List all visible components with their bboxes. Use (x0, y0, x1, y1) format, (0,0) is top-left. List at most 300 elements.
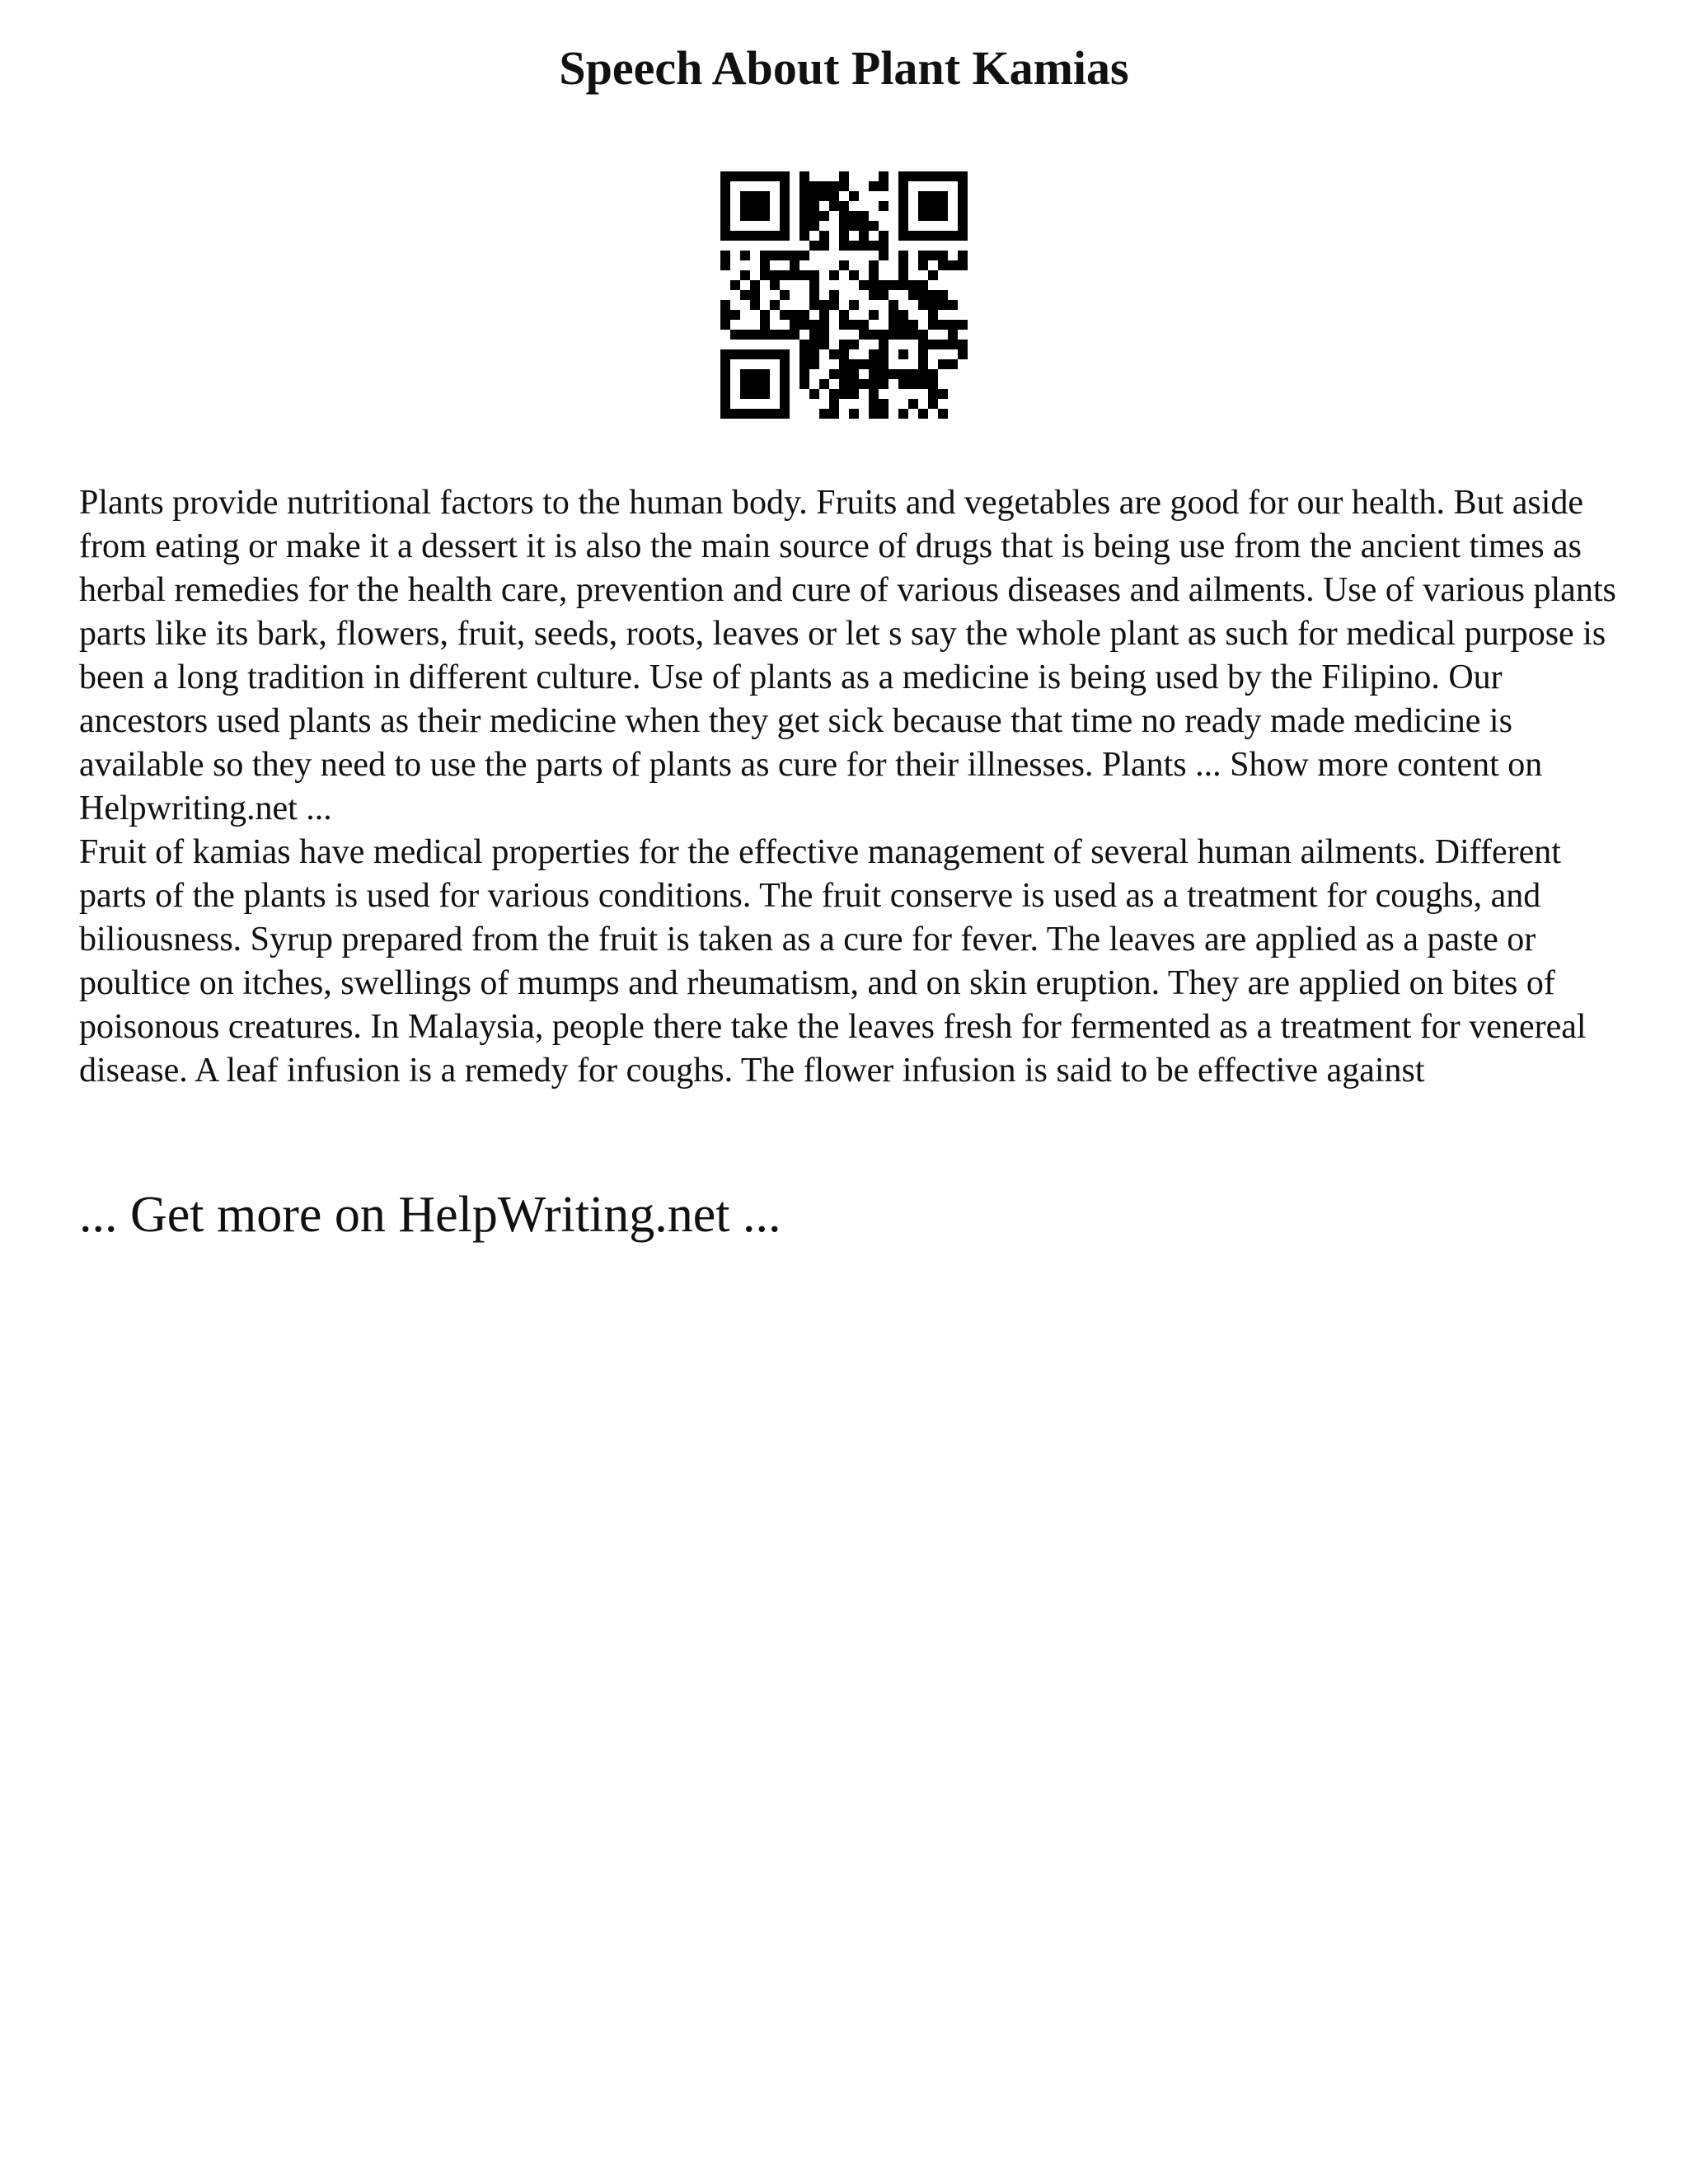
qr-module (849, 369, 859, 379)
qr-module (849, 300, 859, 310)
qr-module (799, 270, 809, 280)
qr-module (849, 191, 859, 201)
qr-module (799, 320, 809, 330)
qr-module (720, 349, 730, 359)
qr-module (720, 369, 730, 379)
qr-module (829, 389, 839, 399)
qr-module (958, 251, 968, 260)
qr-module (809, 330, 819, 340)
qr-module (819, 409, 829, 419)
qr-module (839, 320, 849, 330)
qr-module (819, 300, 829, 310)
qr-module (750, 280, 760, 290)
qr-module (859, 221, 869, 231)
qr-module (918, 290, 928, 300)
qr-module (918, 330, 928, 340)
qr-module (750, 231, 760, 241)
qr-module (879, 290, 889, 300)
qr-module (760, 389, 770, 399)
qr-module (819, 310, 829, 320)
qr-module (918, 231, 928, 241)
qr-module (809, 300, 819, 310)
qr-module (928, 300, 938, 310)
qr-module (720, 320, 730, 330)
qr-module (770, 330, 780, 340)
qr-module (819, 191, 829, 201)
qr-module (849, 211, 859, 221)
qr-module (809, 389, 819, 399)
qr-module (869, 290, 879, 300)
qr-module (799, 171, 809, 181)
qr-module (849, 221, 859, 231)
qr-module (859, 320, 869, 330)
qr-module (938, 191, 948, 201)
qr-module (908, 379, 918, 389)
qr-module (790, 320, 799, 330)
qr-module (809, 191, 819, 201)
get-more-link[interactable]: ... Get more on HelpWriting.net ... (79, 1187, 781, 1243)
qr-module (938, 231, 948, 241)
qr-module (780, 201, 790, 211)
qr-module (889, 300, 898, 310)
qr-module (898, 310, 908, 320)
qr-module (760, 191, 770, 201)
qr-module (720, 389, 730, 399)
qr-module (720, 231, 730, 241)
qr-module (730, 231, 740, 241)
qr-module (740, 389, 750, 399)
qr-module (928, 231, 938, 241)
qr-module (720, 221, 730, 231)
qr-module (938, 251, 948, 260)
qr-module (760, 409, 770, 419)
qr-module (740, 191, 750, 201)
qr-module (839, 340, 849, 349)
qr-module (898, 260, 908, 270)
qr-module (948, 231, 958, 241)
qr-module (780, 349, 790, 359)
qr-module (879, 201, 889, 211)
qr-module (780, 359, 790, 369)
qr-module (938, 201, 948, 211)
qr-module (869, 330, 879, 340)
qr-module (790, 270, 799, 280)
qr-module (958, 260, 968, 270)
qr-module (958, 171, 968, 181)
qr-module (780, 191, 790, 201)
qr-module (740, 270, 750, 280)
qr-module (908, 399, 918, 409)
qr-module (918, 280, 928, 290)
qr-module (760, 270, 770, 280)
qr-module (898, 251, 908, 260)
qr-module (928, 270, 938, 280)
qr-module (760, 260, 770, 270)
qr-module (958, 201, 968, 211)
qr-module (770, 270, 780, 280)
qr-module (898, 349, 908, 359)
qr-module (898, 201, 908, 211)
qr-module (869, 389, 879, 399)
qr-module (958, 320, 968, 330)
qr-module (938, 389, 948, 399)
qr-module (720, 181, 730, 191)
qr-module (928, 379, 938, 389)
qr-module (809, 359, 819, 369)
qr-module (938, 290, 948, 300)
qr-module (839, 211, 849, 221)
qr-module (898, 280, 908, 290)
qr-module (849, 340, 859, 349)
qr-module (720, 359, 730, 369)
qr-module (829, 290, 839, 300)
qr-module (809, 211, 819, 221)
qr-module (879, 359, 889, 369)
qr-module (859, 280, 869, 290)
qr-module (750, 379, 760, 389)
qr-module (720, 409, 730, 419)
qr-module (780, 389, 790, 399)
qr-module (829, 300, 839, 310)
qr-module (760, 379, 770, 389)
qr-module (819, 181, 829, 191)
qr-module (849, 320, 859, 330)
qr-module (928, 201, 938, 211)
qr-module (879, 181, 889, 191)
qr-module (740, 231, 750, 241)
qr-module (928, 369, 938, 379)
qr-module (879, 280, 889, 290)
qr-module (799, 310, 809, 320)
qr-module (908, 330, 918, 340)
qr-module (869, 181, 879, 191)
qr-module (799, 231, 809, 241)
qr-module (918, 201, 928, 211)
qr-module (720, 379, 730, 389)
qr-module (750, 369, 760, 379)
qr-module (849, 270, 859, 280)
qr-module (819, 241, 829, 251)
qr-module (869, 260, 879, 270)
qr-module (809, 241, 819, 251)
qr-module (839, 241, 849, 251)
qr-module (938, 359, 948, 369)
qr-module (829, 349, 839, 359)
qr-module (918, 409, 928, 419)
qr-module (928, 320, 938, 330)
qr-module (819, 340, 829, 349)
qr-module (720, 399, 730, 409)
qr-module (958, 191, 968, 201)
qr-module (720, 251, 730, 260)
qr-module (958, 211, 968, 221)
qr-module (760, 369, 770, 379)
qr-module (740, 369, 750, 379)
qr-module (849, 389, 859, 399)
qr-module (869, 409, 879, 419)
qr-module (938, 171, 948, 181)
qr-module (780, 369, 790, 379)
qr-module (720, 260, 730, 270)
qr-module (839, 359, 849, 369)
qr-module (928, 211, 938, 221)
qr-module (760, 251, 770, 260)
qr-module (770, 349, 780, 359)
qr-module (869, 310, 879, 320)
qr-module (889, 320, 898, 330)
qr-module (750, 290, 760, 300)
qr-module (750, 211, 760, 221)
qr-module (780, 379, 790, 389)
qr-module (809, 181, 819, 191)
qr-module (770, 231, 780, 241)
qr-module (730, 349, 740, 359)
qr-module (908, 231, 918, 241)
qr-module (780, 399, 790, 409)
qr-module (928, 191, 938, 201)
qr-module (760, 211, 770, 221)
qr-module (799, 359, 809, 369)
qr-module (869, 270, 879, 280)
qr-module (780, 251, 790, 260)
qr-module (740, 379, 750, 389)
qr-module (918, 251, 928, 260)
qr-module (720, 310, 730, 320)
page-title: Speech About Plant Kamias (559, 41, 1129, 95)
qr-module (859, 379, 869, 389)
qr-module (898, 270, 908, 280)
qr-module (958, 340, 968, 349)
qr-module (859, 241, 869, 251)
qr-module (809, 290, 819, 300)
qr-module (799, 340, 809, 349)
qr-module (879, 379, 889, 389)
qr-module (829, 399, 839, 409)
qr-module (799, 369, 809, 379)
qr-module (750, 201, 760, 211)
qr-module (760, 231, 770, 241)
qr-module (760, 171, 770, 181)
qr-module (938, 260, 948, 270)
qr-module (879, 251, 889, 260)
qr-module (898, 409, 908, 419)
qr-module (898, 191, 908, 201)
qr-module (750, 191, 760, 201)
qr-module (750, 330, 760, 340)
qr-module (740, 409, 750, 419)
qr-module (958, 221, 968, 231)
qr-module (799, 201, 809, 211)
qr-module (799, 251, 809, 260)
qr-module (790, 251, 799, 260)
qr-module (918, 340, 928, 349)
qr-module (799, 211, 809, 221)
qr-module (790, 330, 799, 340)
qr-module (849, 241, 859, 251)
qr-module (859, 211, 869, 221)
qr-module (720, 191, 730, 201)
qr-module (780, 211, 790, 221)
qr-module (859, 330, 869, 340)
qr-module (730, 310, 740, 320)
qr-module (879, 340, 889, 349)
qr-module (829, 369, 839, 379)
qr-module (898, 379, 908, 389)
qr-module (770, 409, 780, 419)
qr-module (869, 221, 879, 231)
qr-module (750, 171, 760, 181)
qr-module (720, 211, 730, 221)
qr-module (938, 320, 948, 330)
qr-module (908, 171, 918, 181)
qr-module (720, 300, 730, 310)
qr-module (750, 409, 760, 419)
qr-module (750, 389, 760, 399)
qr-module (889, 330, 898, 340)
qr-module (958, 231, 968, 241)
qr-module (809, 320, 819, 330)
qr-module (750, 349, 760, 359)
qr-module (750, 300, 760, 310)
qr-module (948, 260, 958, 270)
qr-module (918, 379, 928, 389)
paragraph: Plants provide nutritional factors to the human body. Fruits and vegetables are good for our health. But aside from eating or make it a dessert it is also the main source of drugs that is being use from the ancient times as herbal remedies for the health care, prevention and cure of various diseases and ailments. Use of various plants parts like its bark, flowers, fruit, seeds, roots, leaves or let s say the whole plant as such for medical purpose is been a long tradition in different culture. Use of plants as a medicine is being used by the Filipino. Our ancestors used plants as their medicine when they get sick because that time no ready made medicine is available so they need to use the parts of plants as cure for their illnesses. Plants ... Show more content on Helpwriting.net ... (79, 484, 1616, 827)
qr-module (918, 349, 928, 359)
qr-module (948, 320, 958, 330)
qr-module (918, 359, 928, 369)
qr-module (938, 340, 948, 349)
qr-module (809, 280, 819, 290)
qr-module (898, 330, 908, 340)
qr-module (839, 389, 849, 399)
qr-module (869, 379, 879, 389)
qr-module (948, 359, 958, 369)
qr-module (879, 241, 889, 251)
qr-module (839, 231, 849, 241)
qr-module (879, 369, 889, 379)
qr-module (780, 330, 790, 340)
qr-module (819, 330, 829, 340)
qr-module (740, 290, 750, 300)
qr-module (809, 340, 819, 349)
qr-module (918, 260, 928, 270)
qr-module (799, 191, 809, 201)
qr-module (889, 310, 898, 320)
qr-module (948, 330, 958, 340)
qr-module (898, 211, 908, 221)
qr-module (879, 349, 889, 359)
qr-module (770, 300, 780, 310)
qr-module (869, 359, 879, 369)
qr-module (740, 171, 750, 181)
qr-module (829, 270, 839, 280)
qr-module (849, 359, 859, 369)
qr-module (938, 300, 948, 310)
qr-module (839, 310, 849, 320)
qr-module (908, 369, 918, 379)
qr-module (770, 280, 780, 290)
qr-module (819, 320, 829, 330)
qr-module (740, 330, 750, 340)
qr-module (760, 310, 770, 320)
qr-module (819, 231, 829, 241)
qr-module (809, 270, 819, 280)
qr-module (790, 310, 799, 320)
qr-module (839, 221, 849, 231)
paragraph: Fruit of kamias have medical properties for the effective management of several human ailments. Different parts of the plants is used for various conditions. The fruit conserve is used as a treatment for coughs, and biliousness. Syrup prepared from the fruit is taken as a cure for fever. The leaves are applied as a paste or poultice on itches, swellings of mumps and rheumatism, and on skin eruption. They are applied on bites of poisonous creatures. In Malaysia, people there take the leaves fresh for fermented as a treatment for venereal disease. A leaf infusion is a remedy for coughs. The flower infusion is said to be effective against (79, 833, 1587, 1090)
qr-module (898, 369, 908, 379)
qr-module (898, 181, 908, 191)
qr-module (918, 300, 928, 310)
qr-module (898, 221, 908, 231)
qr-module (948, 300, 958, 310)
qr-module (770, 251, 780, 260)
qr-module (839, 349, 849, 359)
qr-module (780, 310, 790, 320)
qr-module (780, 181, 790, 191)
qr-module (799, 221, 809, 231)
qr-module (869, 280, 879, 290)
qr-module (908, 290, 918, 300)
qr-module (879, 399, 889, 409)
qr-module (869, 369, 879, 379)
qr-module (720, 201, 730, 211)
qr-module (829, 409, 839, 419)
qr-module (730, 330, 740, 340)
qr-module (948, 171, 958, 181)
qr-module (869, 349, 879, 359)
qr-module (740, 251, 750, 260)
qr-module (879, 231, 889, 241)
qr-module (740, 201, 750, 211)
qr-module (908, 280, 918, 290)
qr-module (829, 201, 839, 211)
qr-module (889, 280, 898, 290)
qr-module (898, 171, 908, 181)
qr-module (908, 320, 918, 330)
qr-module (898, 231, 908, 241)
qr-module (958, 181, 968, 191)
qr-module (928, 340, 938, 349)
qr-module (730, 409, 740, 419)
qr-module (849, 379, 859, 389)
qr-code-icon (720, 171, 968, 419)
qr-module (918, 171, 928, 181)
body-text (79, 481, 1629, 1093)
qr-module (780, 409, 790, 419)
qr-module (819, 211, 829, 221)
qr-module (928, 310, 938, 320)
qr-module (760, 349, 770, 359)
qr-module (780, 171, 790, 181)
qr-module (780, 231, 790, 241)
qr-module (948, 340, 958, 349)
qr-module (928, 290, 938, 300)
qr-module (770, 171, 780, 181)
qr-module (740, 211, 750, 221)
qr-module (928, 389, 938, 399)
qr-module (790, 260, 799, 270)
qr-module (859, 231, 869, 241)
qr-module (809, 349, 819, 359)
qr-module (928, 171, 938, 181)
qr-module (918, 369, 928, 379)
qr-module (740, 349, 750, 359)
qr-module (849, 409, 859, 419)
qr-module (879, 171, 889, 181)
qr-module (889, 369, 898, 379)
qr-module (780, 221, 790, 231)
